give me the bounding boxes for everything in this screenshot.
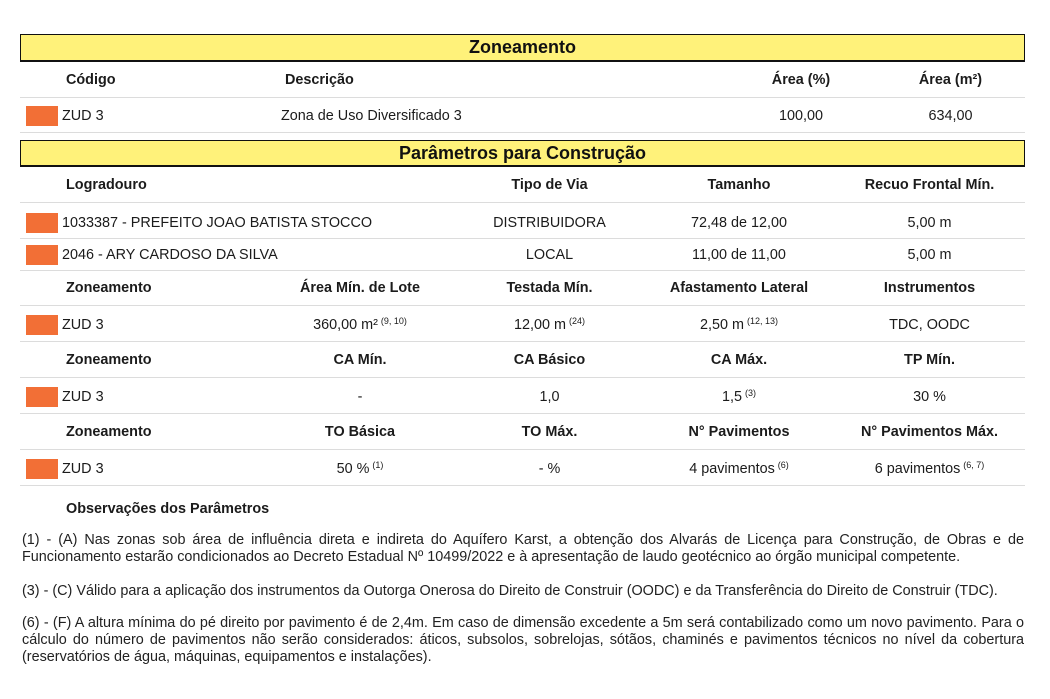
header-instrumentos: Instrumentos bbox=[883, 280, 976, 296]
zone-area-percent: 100,00 bbox=[778, 108, 823, 124]
n-pavimentos-max-note: (6, 7) bbox=[963, 459, 985, 470]
zone-code: ZUD 3 bbox=[62, 108, 104, 124]
zone-code-cell bbox=[20, 108, 281, 124]
header-to-max: TO Máx. bbox=[521, 423, 578, 440]
recuo-frontal: 5,00 m bbox=[907, 246, 952, 263]
ca-max-value: 1,5 bbox=[721, 388, 742, 405]
header-area-min-lote: Área Mín. de Lote bbox=[300, 280, 420, 296]
area-min-lote-note: (9, 10) bbox=[380, 315, 407, 326]
afastamento-lateral-note: (12, 13) bbox=[746, 315, 779, 326]
header-n-pavimentos-max: N° Pavimentos Máx. bbox=[861, 423, 998, 440]
zone-code: ZUD 3 bbox=[62, 460, 104, 477]
header-ca-min: CA Mín. bbox=[333, 351, 387, 368]
header-recuo-frontal: Recuo Frontal Mín. bbox=[864, 176, 995, 193]
header-tipo-via: Tipo de Via bbox=[511, 176, 588, 193]
parametros-title-bar bbox=[20, 140, 1025, 167]
coeficientes-header-row bbox=[20, 342, 1025, 378]
area-min-lote-value: 360,00 m² bbox=[313, 316, 378, 333]
observacoes-section bbox=[20, 486, 1025, 666]
zone-color-swatch bbox=[26, 245, 58, 265]
logradouro-cell bbox=[20, 215, 455, 231]
logradouro-name: 2046 - ARY CARDOSO DA SILVA bbox=[62, 246, 278, 263]
header-to-basica: TO Básica bbox=[324, 423, 396, 440]
header-area-m2: Área (m²) bbox=[918, 71, 983, 88]
observacao-item: (1) - (A) Nas zonas sob área de influência direta e indireta do Aquífero Karst, a obtenção dos Alvarás de Licença para Construção, de Obras e de Funcionamento estarão condicionados ao Decreto Estadual Nº 10499/2022 e à apresentação de laudo geotécnico ao órgão municipal competente. bbox=[22, 532, 1024, 565]
tipo-via: DISTRIBUIDORA bbox=[493, 214, 606, 231]
parametros-title: Parâmetros para Construção bbox=[398, 142, 647, 163]
logradouro-name: 1033387 - PREFEITO JOAO BATISTA STOCCO bbox=[62, 214, 373, 231]
header-zoneamento: Zoneamento bbox=[66, 423, 152, 440]
n-pavimentos-note: (6) bbox=[777, 459, 789, 470]
to-basica-value: 50 % bbox=[336, 460, 370, 477]
header-ca-max: CA Máx. bbox=[710, 351, 768, 368]
logradouro-row bbox=[20, 239, 1025, 271]
lote-row bbox=[20, 306, 1025, 342]
testada-min-note: (24) bbox=[568, 315, 585, 326]
header-ca-basico: CA Básico bbox=[513, 351, 586, 368]
recuo-frontal: 5,00 m bbox=[907, 214, 952, 231]
logradouro-cell bbox=[20, 247, 455, 263]
header-tp-min: TP Mín. bbox=[904, 351, 955, 368]
header-codigo: Código bbox=[66, 71, 116, 88]
zoneamento-header-row bbox=[20, 62, 1025, 98]
zone-color-swatch bbox=[26, 213, 58, 233]
tipo-via: LOCAL bbox=[525, 246, 574, 263]
testada-min bbox=[455, 317, 644, 333]
zone-code-cell bbox=[20, 461, 265, 477]
ca-basico: 1,0 bbox=[539, 388, 560, 405]
n-pavimentos bbox=[644, 461, 834, 477]
n-pavimentos-max bbox=[834, 461, 1025, 477]
ca-max-note: (3) bbox=[745, 387, 756, 398]
tamanho: 72,48 de 12,00 bbox=[690, 214, 788, 231]
header-afastamento-lateral: Afastamento Lateral bbox=[669, 280, 809, 296]
zone-color-swatch bbox=[26, 459, 58, 479]
observacao-item: (6) - (F) A altura mínima do pé direito por pavimento é de 2,4m. Em caso de dimensão excedente a 5m será contabilizado como um novo pavimento. Para o cálculo do número de pavimentos não serão considerados: áticos, subsolos, sobrelojas, sótãos, chaminés e pavimentos técnicos no nível da cobertura (reservatórios de água, máquinas, equipamentos e instalações). bbox=[22, 615, 1024, 665]
coeficientes-row bbox=[20, 378, 1025, 414]
observacao-item: (3) - (C) Válido para a aplicação dos instrumentos da Outorga Onerosa do Direito de Construir (OODC) e da Transferência do Direito de Construir (TDC). bbox=[22, 582, 998, 599]
zoneamento-title-bar bbox=[20, 34, 1025, 62]
tp-min: 30 % bbox=[913, 388, 946, 405]
header-tamanho: Tamanho bbox=[707, 176, 771, 193]
zone-color-swatch bbox=[26, 315, 58, 335]
zone-area-m2: 634,00 bbox=[928, 108, 973, 124]
to-max: - % bbox=[538, 460, 561, 477]
ocupacao-header-row bbox=[20, 414, 1025, 450]
zone-code-cell bbox=[20, 389, 265, 405]
ocupacao-row bbox=[20, 450, 1025, 486]
zone-code-cell bbox=[20, 317, 265, 333]
zone-code: ZUD 3 bbox=[62, 316, 104, 333]
logradouro-row bbox=[20, 203, 1025, 239]
ca-max bbox=[644, 389, 834, 405]
zone-code: ZUD 3 bbox=[62, 388, 104, 405]
lote-header-row bbox=[20, 271, 1025, 306]
n-pavimentos-max-value: 6 pavimentos bbox=[874, 460, 961, 477]
header-zoneamento: Zoneamento bbox=[66, 280, 152, 296]
header-zoneamento: Zoneamento bbox=[66, 351, 152, 368]
header-area-percent: Área (%) bbox=[771, 71, 831, 88]
zone-color-swatch bbox=[26, 106, 58, 126]
instrumentos: TDC, OODC bbox=[889, 316, 970, 333]
header-n-pavimentos: N° Pavimentos bbox=[688, 423, 790, 440]
testada-min-value: 12,00 m bbox=[513, 316, 566, 333]
header-logradouro: Logradouro bbox=[66, 176, 147, 193]
zone-description: Zona de Uso Diversificado 3 bbox=[281, 108, 462, 124]
area-min-lote bbox=[265, 317, 455, 333]
header-testada-min: Testada Mín. bbox=[506, 280, 593, 296]
header-descricao: Descrição bbox=[285, 71, 354, 88]
logradouro-header-row bbox=[20, 167, 1025, 203]
afastamento-lateral bbox=[644, 317, 834, 333]
tamanho: 11,00 de 11,00 bbox=[692, 246, 786, 263]
observacoes-title: Observações dos Parâmetros bbox=[66, 501, 270, 517]
to-basica bbox=[265, 461, 455, 477]
ca-min: - bbox=[357, 388, 363, 405]
zoning-report bbox=[20, 34, 1025, 666]
to-basica-note: (1) bbox=[372, 459, 384, 470]
zoneamento-title: Zoneamento bbox=[468, 37, 576, 57]
zoneamento-row bbox=[20, 98, 1025, 133]
afastamento-lateral-value: 2,50 m bbox=[699, 316, 744, 333]
n-pavimentos-value: 4 pavimentos bbox=[689, 460, 775, 477]
zone-color-swatch bbox=[26, 387, 58, 407]
